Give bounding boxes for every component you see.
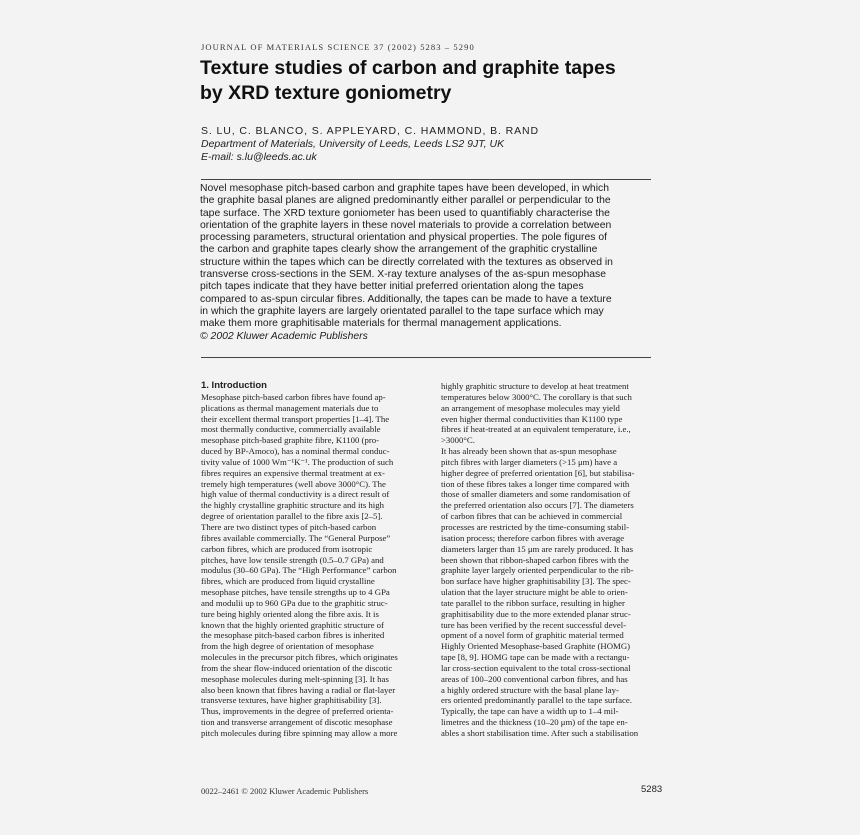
- journal-header: JOURNAL OF MATERIALS SCIENCE 37 (2002) 5283 – 5290: [201, 42, 475, 52]
- text-line: compared to as-spun circular fibres. Additionally, the tapes can be made to have a texture: [200, 293, 612, 305]
- paper-title: [200, 56, 670, 106]
- text-line: ers oriented predominantly parallel to the tape surface.: [441, 695, 632, 706]
- text-line: degree of orientation parallel to the fibre axis [2–5].: [201, 511, 383, 522]
- section-heading: 1. Introduction: [201, 381, 267, 391]
- text-line: their excellent thermal transport properties [1–4]. The: [201, 413, 390, 424]
- text-line: tivity value of 1000 Wm⁻¹K⁻¹. The production of such: [201, 456, 394, 467]
- text-line: Mesophase pitch-based carbon fibres have found ap-: [201, 391, 386, 402]
- text-line: duced by BP-Amoco), has a nominal thermal conduc-: [201, 446, 390, 457]
- text-line: ables a short stabilisation time. After such a stabilisation: [441, 728, 639, 738]
- affiliation-email: E-mail: s.lu@leeds.ac.uk: [201, 150, 317, 163]
- text-line: opment of a novel form of graphitic material termed: [441, 630, 624, 641]
- text-line: also been known that fibres having a radial or flat-layer: [201, 684, 396, 695]
- title-line: by XRD texture goniometry: [200, 82, 452, 104]
- abstract-bottom-rule: [201, 357, 651, 358]
- text-line: Novel mesophase pitch-based carbon and graphite tapes have been developed, in which: [200, 183, 609, 194]
- text-line: structure within the tapes which can be directly correlated with the textures as observed in: [200, 256, 613, 268]
- text-line: make them more graphitisable materials for thermal management applications.: [200, 318, 562, 330]
- text-line: transverse cross-sections in the SEM. X-ray texture analyses of the as-spun mesophase: [200, 269, 606, 281]
- text-line: There are two distinct types of pitch-based carbon: [201, 521, 377, 532]
- text-line: ture being highly oriented along the fibre axis. It is: [201, 608, 379, 619]
- text-line: most thermally conductive, commercially available: [201, 424, 381, 435]
- text-line: temperatures below 3000°C. The corollary is that such: [441, 391, 632, 402]
- left-column: [201, 381, 427, 739]
- copyright-notice: © 2002 Kluwer Academic Publishers: [200, 330, 368, 342]
- footer-issn: 0022–2461 © 2002 Kluwer Academic Publishers: [201, 786, 369, 796]
- text-line: graphitisability due to the more extended planar struc-: [441, 608, 631, 619]
- text-line: from the high degree of orientation of mesophase: [201, 641, 374, 652]
- text-line: mesophase pitches, have tensile strengths up to 4 GPa: [201, 587, 390, 598]
- text-line: tremely high temperatures (well above 3000°C). The: [201, 478, 386, 489]
- text-line: It has already been shown that as-spun mesophase: [441, 446, 617, 457]
- text-line: the carbon and graphite tapes clearly show the arrangement of the graphitic crystalline: [200, 244, 598, 256]
- text-line: processes are restricted by the time-consuming stabil-: [441, 521, 630, 532]
- text-line: fibres available commercially. The “General Purpose”: [201, 532, 391, 543]
- right-column: [441, 381, 667, 739]
- text-line: limetres and the thickness (10–20 μm) of the tape en-: [441, 717, 628, 728]
- text-line: molecules in the precursor pitch fibres, which originates: [201, 652, 398, 663]
- text-line: graphite layer largely oriented perpendicular to the rib-: [441, 565, 634, 576]
- abstract: [200, 183, 662, 343]
- title-line: Texture studies of carbon and graphite tapes: [200, 57, 616, 79]
- text-line: lar cross-section equivalent to the total cross-sectional: [441, 662, 631, 673]
- text-line: transverse textures, have higher graphitisability [3].: [201, 695, 382, 706]
- text-line: bon surface have higher graphitisability [3]. The spec-: [441, 576, 631, 587]
- text-line: >3000°C.: [441, 435, 475, 446]
- text-line: isation process; therefore carbon fibres with average: [441, 532, 625, 543]
- text-line: orientation of the graphite layers in these novel materials to provide a correlation between: [200, 219, 612, 231]
- text-line: mesophase pitch-based graphite fibre, K1100 (pro-: [201, 435, 380, 446]
- text-line: fibres, which are produced from liquid crystalline: [201, 576, 375, 587]
- text-line: fibres requires an expensive thermal treatment at ex-: [201, 467, 385, 478]
- text-line: the preferred orientation also occurs [7]. The diameters: [441, 500, 634, 511]
- text-line: plications as thermal management materials due to: [201, 402, 379, 413]
- text-line: fibres if heat-treated at an equivalent temperature, i.e.,: [441, 424, 631, 435]
- text-line: pitch tapes indicate that they have better initial preferred orientation along the tapes: [200, 281, 584, 293]
- text-line: Typically, the tape can have a width up to 1–4 mil-: [441, 706, 619, 717]
- text-line: Thus, improvements in the degree of preferred orienta-: [201, 706, 394, 717]
- text-line: tion and transverse arrangement of discotic mesophase: [201, 717, 393, 728]
- text-line: Highly Oriented Mesophase-based Graphite (HOMG): [441, 641, 631, 652]
- text-line: the highly crystalline graphitic structure and its high: [201, 500, 384, 511]
- text-line: carbon fibres, which are produced from isotropic: [201, 543, 373, 554]
- text-line: even higher thermal conductivities than K1100 type: [441, 413, 623, 424]
- text-line: ulation that the layer structure might be able to orien-: [441, 587, 628, 598]
- abstract-top-rule: [201, 179, 651, 180]
- text-line: highly graphitic structure to develop at heat treatment: [441, 381, 629, 391]
- text-line: the graphite basal planes are aligned predominantly either parallel or perpendicular to the: [200, 195, 611, 207]
- text-line: modulus (30–60 GPa). The “High Performance” carbon: [201, 565, 397, 576]
- text-line: an arrangement of mesophase molecules may yield: [441, 402, 620, 413]
- text-line: diameters larger than 15 μm are rarely produced. It has: [441, 543, 634, 554]
- text-line: tion of these fibres takes a longer time compared with: [441, 478, 630, 489]
- text-line: tape [8, 9]. HOMG tape can be made with a rectangu-: [441, 652, 630, 663]
- text-line: ture has been verified by the recent successful devel-: [441, 619, 627, 630]
- text-line: pitch fibres with larger diameters (>15 μm) have a: [441, 456, 618, 467]
- text-line: in which the graphite layers are largely orientated parallel to the tape surface which may: [200, 305, 604, 317]
- text-line: and modulii up to 960 GPa due to the graphitic struc-: [201, 597, 388, 608]
- text-line: pitch molecules during fibre spinning may allow a more: [201, 728, 398, 738]
- text-line: processing parameters, structural orientation and physical properties. The pole figures of: [200, 232, 607, 244]
- text-line: mesophase molecules during melt-spinning [3]. It has: [201, 673, 389, 684]
- text-line: been shown that ribbon-shaped carbon fibres with the: [441, 554, 629, 565]
- text-line: tate parallel to the ribbon surface, resulting in higher: [441, 597, 625, 608]
- author-list: S. LU, C. BLANCO, S. APPLEYARD, C. HAMMOND, B. RAND: [201, 125, 540, 137]
- text-line: known that the highly oriented graphitic structure of: [201, 619, 384, 630]
- text-line: of carbon fibres that can be achieved in commercial: [441, 511, 623, 522]
- affiliation: [201, 138, 504, 163]
- text-line: a highly ordered structure with the basal plane lay-: [441, 684, 619, 695]
- text-line: higher degree of preferred orientation [6], but stabilisa-: [441, 467, 635, 478]
- affiliation-department: Department of Materials, University of Leeds, Leeds LS2 9JT, UK: [201, 138, 505, 150]
- text-line: the mesophase pitch-based carbon fibres is inherited: [201, 630, 385, 641]
- page-number: 5283: [641, 784, 663, 795]
- text-line: those of smaller diameters and some randomisation of: [441, 489, 631, 500]
- text-line: tape surface. The XRD texture goniometer has been used to quantifiably characterise the: [200, 207, 610, 219]
- text-line: areas of 100–200 conventional carbon fibres, and has: [441, 673, 628, 684]
- text-line: pitches, have low tensile strength (0.5–0.7 GPa) and: [201, 554, 384, 565]
- text-line: high value of thermal conductivity is a direct result of: [201, 489, 390, 500]
- text-line: from the shear flow-induced orientation of the discotic: [201, 662, 393, 673]
